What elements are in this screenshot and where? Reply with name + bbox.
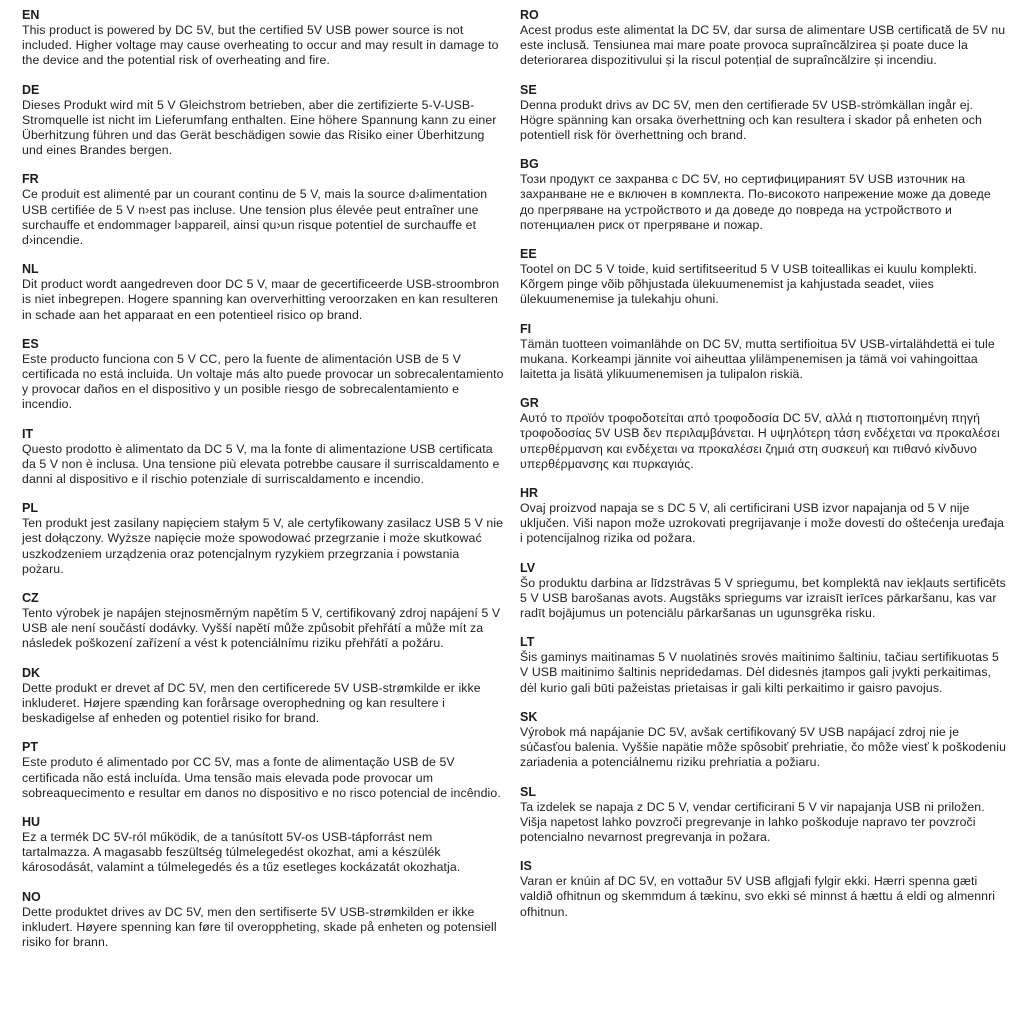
language-code-it: IT xyxy=(22,426,34,441)
warning-text-ro: Acest produs este alimentat la DC 5V, dar sursa de alimentare USB certificată de 5V nu este inclusă. Tensiunea mai mare poate provoca supraîncălzirea și poate duce la deteriorarea dispozitivului și la riscul potențial de supraîncălzire și incendiu. xyxy=(520,23,1006,68)
warning-text-fr: Ce produit est alimenté par un courant continu de 5 V, mais la source d›alimentation USB certifiée de 5 V n›est pas incluse. Une tension plus élevée peut entraîner une surchauffe et endommager l›appareil, ainsi qu›un risque potentiel de surchauffe et d›incendie. xyxy=(22,187,488,248)
warning-text-hr: Ovaj proizvod napaja se s DC 5 V, ali certificirani USB izvor napajanja od 5 V nije uključen. Viši napon može uzrokovati pregrijavanje i može dovesti do oštećenja uređaja i potencijalnog rizika od požara. xyxy=(520,501,1005,546)
language-code-sl: SL xyxy=(520,784,536,799)
warning-text-bg: Този продукт се захранва с DC 5V, но сертифицираният 5V USB източник на захранване не е включен в комплекта. По-високото напрежение може да доведе до прегряване на устройството и да доведе до повреда на устройството и потенциален риск от прегряване и пожар. xyxy=(520,172,991,232)
two-column-layout xyxy=(22,8,1008,964)
warning-text-pl: Ten produkt jest zasilany napięciem stałym 5 V, ale certyfikowany zasilacz USB 5 V nie jest dołączony. Wyższe napięcie może spowodować przegrzanie i może skutkować uszkodzeniem urządzenia oraz potencjalnym ryzykiem przegrzania i powstania pożaru. xyxy=(22,516,504,576)
warning-text-hu: Ez a termék DC 5V-ról működik, de a tanúsított 5V-os USB-tápforrást nem tartalmazza. A magasabb feszültség túlmelegedést okozhat, ami a készülék károsodását, valamint a túlmelegedés és a tűz esetleges kockázatát okozhatja. xyxy=(22,829,461,875)
language-code-nl: NL xyxy=(22,262,39,277)
section-hr xyxy=(520,486,1006,547)
warning-text-sk: Výrobok má napájanie DC 5V, avšak certifikovaný 5V USB napájací zdroj nie je súčasťou balenia. Vyššie napätie môže spôsobiť prehriatie, čo môže viesť k poškodeniu zariadenia a potenciálnemu riziku prehriatia a požiaru. xyxy=(520,724,1007,770)
section-cz xyxy=(22,591,504,652)
section-gr xyxy=(520,396,1006,472)
language-code-pl: PL xyxy=(22,501,38,516)
language-code-sk: SK xyxy=(520,709,538,724)
warning-text-de: Dieses Produkt wird mit 5 V Gleichstrom betrieben, aber die zertifizierte 5-V-USB-Stromquelle ist nicht im Lieferumfang enthalten. Eine höhere Spannung kann zu einer Überhitzung führen und das Gerät beschädigen sowie das Risiko einer Überhitzung und eines Brandes bergen. xyxy=(22,97,497,158)
section-nl xyxy=(22,262,504,323)
section-bg xyxy=(520,157,1006,233)
language-code-fr: FR xyxy=(22,172,39,187)
warning-text-ee: Tootel on DC 5 V toide, kuid sertifitseeritud 5 V USB toiteallikas ei kuulu komplekti. Kõrgem pinge võib põhjustada ülekuumenemist ja kahjustada seadet, viies ülekuumenemise ja tulekahju ohuni. xyxy=(520,262,977,307)
section-en xyxy=(22,8,504,69)
warning-text-is: Varan er knúin af DC 5V, en vottaður 5V USB aflgjafi fylgir ekki. Hærri spenna gæti valdið ofhitnun og skemmdum á tækinu, svo ekki sé minnst á hættu á eldi og almennri ofhitnun. xyxy=(520,874,996,919)
warning-text-se: Denna produkt drivs av DC 5V, men den certifierade 5V USB-strömkällan ingår ej. Högre spänning kan orsaka överhettning och kan resultera i skador på enheten och potentiell risk för överhettning och brand. xyxy=(520,97,982,143)
language-code-lt: LT xyxy=(520,635,535,650)
language-code-gr: GR xyxy=(520,396,539,411)
section-hu xyxy=(22,815,504,876)
language-code-se: SE xyxy=(520,82,537,97)
warning-text-en: This product is powered by DC 5V, but the certified 5V USB power source is not included. Higher voltage may cause overheating to occur and may result in damage to the device and the potential risk of overheating and fire. xyxy=(22,23,499,68)
section-de xyxy=(22,83,504,159)
warning-text-fi: Tämän tuotteen voimanlähde on DC 5V, mutta sertifioitua 5V USB-virtalähdettä ei tule mukana. Korkeampi jännite voi aiheuttaa ylilämpenemisen ja tämä voi vahingoittaa laitetta ja lisätä ylikuumenemisen ja tulipalon riskiä. xyxy=(520,336,995,382)
section-lt xyxy=(520,635,1006,696)
section-lv xyxy=(520,561,1006,622)
warning-text-sl: Ta izdelek se napaja z DC 5 V, vendar certificirani 5 V vir napajanja USB ni priložen. Višja napetost lahko povzroči pregrevanje in lahko poškoduje napravo ter povzroči potencialno nevarnost pregrevanja in požara. xyxy=(520,799,985,844)
language-code-cz: CZ xyxy=(22,591,39,606)
language-code-is: IS xyxy=(520,859,532,874)
section-es xyxy=(22,337,504,413)
language-code-dk: DK xyxy=(22,665,41,680)
language-code-hr: HR xyxy=(520,486,539,501)
section-it xyxy=(22,427,504,488)
warning-text-gr: Αυτό το προϊόν τροφοδοτείται από τροφοδοσία DC 5V, αλλά η πιστοποιημένη πηγή τροφοδοσίας 5V USB δεν περιλαμβάνεται. Η υψηλότερη τάση ενδέχεται να προκαλέσει υπερθέρμανση και ενδέχεται να προκαλέσει ζημιά στη συσκευή και πιθανό κίνδυνο υπερθέρμανσης και πυρκαγιάς. xyxy=(520,411,1000,471)
warning-text-lt: Šis gaminys maitinamas 5 V nuolatinės srovės maitinimo šaltiniu, tačiau sertifikuotas 5 V USB maitinimo šaltinis nepridedamas. Dėl didesnės įtampos gali įvykti perkaitimas, dėl kurio gali būti pažeistas prietaisas ir gali kilti perkaitimo ir gaisro pavojus. xyxy=(520,650,999,695)
language-code-bg: BG xyxy=(520,157,539,172)
warning-text-pt: Este produto é alimentado por CC 5V, mas a fonte de alimentação USB de 5V certificada não está incluída. Uma tensão mais elevada pode provocar um sobreaquecimento e resultar em danos no dispositivo e no risco potencial de incêndio. xyxy=(22,755,501,800)
language-code-lv: LV xyxy=(520,560,536,575)
language-code-es: ES xyxy=(22,336,39,351)
section-ro xyxy=(520,8,1006,69)
language-code-pt: PT xyxy=(22,740,38,755)
language-code-en: EN xyxy=(22,8,40,22)
warning-text-nl: Dit product wordt aangedreven door DC 5 V, maar de gecertificeerde USB-stroombron is niet inbegrepen. Hogere spanning kan oververhitting veroorzaken en kan resulteren in schade aan het apparaat en een potentieel risico op brand. xyxy=(22,277,500,322)
section-fi xyxy=(520,322,1006,383)
section-dk xyxy=(22,666,504,727)
warning-text-it: Questo prodotto è alimentato da DC 5 V, ma la fonte di alimentazione USB certificata da 5 V non è inclusa. Una tensione più elevata potrebbe causare il surriscaldamento e danni al dispositivo e il rischio potenziale di surriscaldamento e incendio. xyxy=(22,441,500,487)
section-se xyxy=(520,83,1006,144)
section-pl xyxy=(22,501,504,577)
warning-text-cz: Tento výrobek je napájen stejnosměrným napětím 5 V, certifikovaný zdroj napájení 5 V USB ale není součástí dodávky. Vyšší napětí může způsobit přehřátí a může mít za následek poškození zařízení a vést k potenciálnímu riziku přehřátí a požáru. xyxy=(22,606,501,651)
section-is xyxy=(520,859,1006,920)
warning-text-lv: Šo produktu darbina ar līdzstrāvas 5 V spriegumu, bet komplektā nav iekļauts sertificēts 5 V USB barošanas avots. Augstāks spriegums var izraisīt ierīces pārkaršanu, kas var radīt bojājumus un potenciālu pārkaršanas un ugunsgrēka risku. xyxy=(520,575,1006,621)
language-code-fi: FI xyxy=(520,321,532,336)
left-column xyxy=(22,8,504,964)
section-sk xyxy=(520,710,1006,771)
warning-text-dk: Dette produkt er drevet af DC 5V, men den certificerede 5V USB-strømkilde er ikke inkluderet. Højere spænding kan forårsage overophedning og kan resultere i beskadigelse af enheden og potentiel risiko for brand. xyxy=(22,680,481,726)
language-code-ro: RO xyxy=(520,8,539,22)
language-code-no: NO xyxy=(22,889,41,904)
section-ee xyxy=(520,247,1006,308)
right-column xyxy=(520,8,1006,964)
section-fr xyxy=(22,172,504,248)
warning-text-es: Este producto funciona con 5 V CC, pero la fuente de alimentación USB de 5 V certificada no está incluida. Un voltaje más alto puede provocar un sobrecalentamiento y provocar daños en el dispositivo y un posible riesgo de sobrecalentamiento e incendio. xyxy=(22,351,504,412)
section-sl xyxy=(520,785,1006,846)
warning-text-no: Dette produktet drives av DC 5V, men den sertifiserte 5V USB-strømkilden er ikke inkludert. Høyere spenning kan føre til overoppheting, skade på enheten og potensiell risiko for brann. xyxy=(22,904,497,949)
section-no xyxy=(22,890,504,951)
language-code-hu: HU xyxy=(22,814,41,829)
section-pt xyxy=(22,740,504,801)
language-code-ee: EE xyxy=(520,247,537,262)
language-code-de: DE xyxy=(22,82,40,97)
